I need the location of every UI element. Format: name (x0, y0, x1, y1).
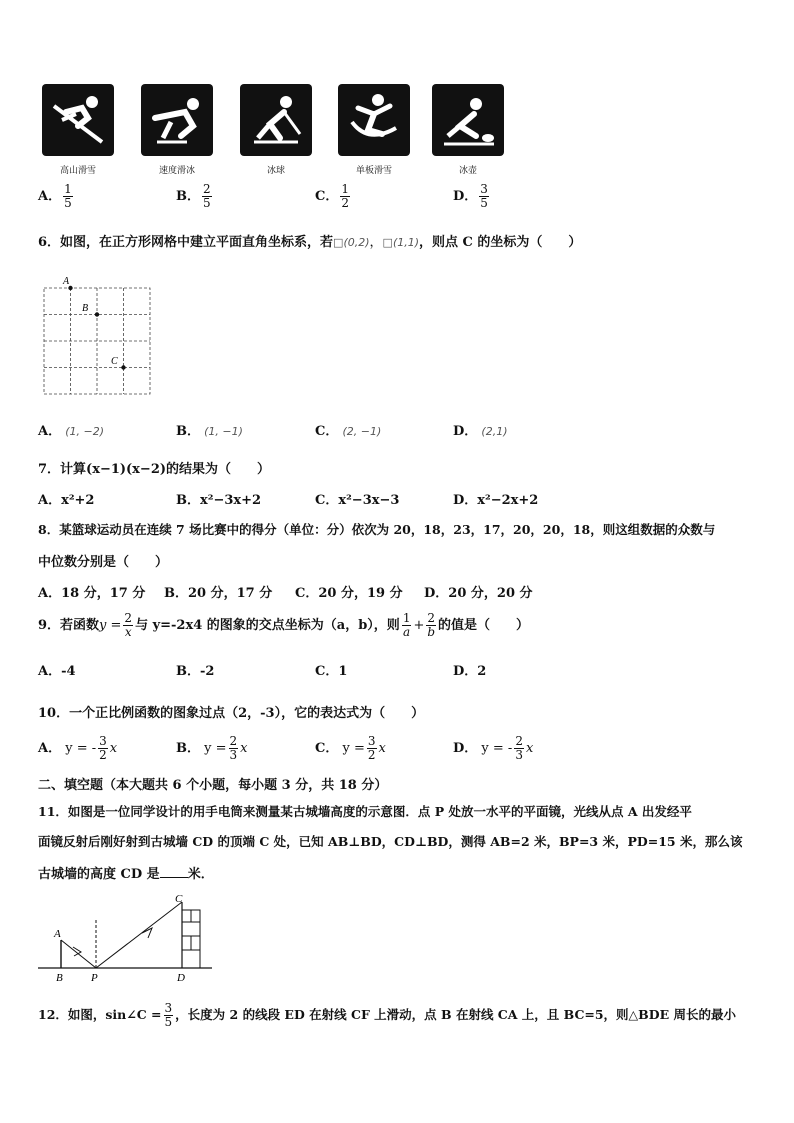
fig-label-c: C (175, 893, 183, 905)
q7-stem: 7．计算(x−1)(x−2)的结果为（ ） (38, 462, 271, 477)
label-c: C (111, 356, 118, 367)
q10-option-b: B． y = $\frac{2}{3}$ x (176, 734, 248, 762)
curling-icon (432, 84, 504, 156)
q11-line3: 古城墙的高度 CD 是 米． (38, 867, 214, 882)
ice-hockey-icon (240, 84, 312, 156)
q9-option-a: A．-4 (38, 664, 76, 679)
q9-option-d: D．2 (453, 664, 487, 679)
q8-stem-line2: 中位数分别是（ ） (38, 555, 169, 570)
snowboarding-icon (338, 84, 410, 156)
q11-line1: 11．如图是一位同学设计的用手电筒来测量某古城墙高度的示意图．点 P 处放一水平的平面镜，光线从点 A 出发经平 (38, 804, 692, 819)
fig-label-p: P (91, 972, 98, 984)
sport-label: 速度滑冰 (158, 166, 195, 176)
q9-option-c: C．1 (315, 664, 348, 679)
q8-option-c: C．20 分，19 分 (295, 586, 403, 601)
q6-option-d: D． (2,1) (453, 424, 508, 439)
fig-label-a: A (54, 928, 61, 940)
q7-option-d: D．x²−2x+2 (453, 493, 539, 508)
label-a: A (63, 276, 70, 287)
q7-option-b: B．x²−3x+2 (176, 493, 262, 508)
sport-label: 冰壶 (458, 166, 477, 176)
q6-grid-figure (38, 272, 158, 406)
point-c (121, 365, 125, 369)
section-heading: 二、填空题（本大题共 6 个小题，每小题 3 分，共 18 分） (38, 778, 388, 793)
answer-blank[interactable] (160, 877, 188, 878)
fig-label-b: B (56, 972, 63, 984)
q11-figure (36, 890, 216, 989)
q6-option-c: C． (2, −1) (315, 424, 382, 439)
q10-option-a: A． y = - $\frac{3}{2}$ x (38, 734, 118, 762)
alpine-skiing-icon (42, 84, 114, 156)
q7-option-c: C．x²−3x−3 (315, 493, 400, 508)
q12-stem: 12．如图，sin∠C = $\frac{3}{5}$ ，长度为 2 的线段 ED 在射线 CF 上滑动，点 B 在射线 CA 上，且 BC=5，则△BDE 周长的最小 (38, 1001, 736, 1029)
q8-option-a: A．18 分，17 分 (38, 586, 146, 601)
q10-option-c: C． y = $\frac{3}{2}$ x (315, 734, 386, 762)
label-b: B (82, 303, 89, 314)
speed-skating-icon (141, 84, 213, 156)
q5-option-a: A． $\frac{1}{5}$ (38, 182, 72, 210)
q7-option-a: A．x²+2 (38, 493, 95, 508)
q6-option-b: B． (1, −1) (176, 424, 243, 439)
q5-option-c: C． $\frac{1}{2}$ (315, 182, 349, 210)
point-b (95, 312, 99, 316)
q5-option-b: B． $\frac{2}{5}$ (176, 182, 211, 210)
q8-stem-line1: 8．某篮球运动员在连续 7 场比赛中的得分（单位：分）依次为 20，18，23，17，20，20，18，则这组数据的众数与 (38, 522, 716, 537)
q6-option-a: A． (1, −2) (38, 424, 105, 439)
q10-stem: 10．一个正比例函数的图象过点（2，-3），它的表达式为（ ） (38, 706, 425, 721)
q9-option-b: B．-2 (176, 664, 215, 679)
sport-label: 高山滑雪 (59, 166, 96, 176)
sport-label: 单板滑雪 (355, 166, 392, 176)
fig-label-d: D (177, 972, 185, 984)
q9-stem: 9．若函数y = $\frac{2}{x}$ 与 y=-2x4 的图象的交点坐标为（a，b），则 $\frac{1}{a}$ + $\frac{2}{b}$ 的值是（ ） (38, 611, 530, 639)
sport-label: 冰球 (266, 166, 285, 176)
q10-option-d: D． y = - $\frac{2}{3}$ x (453, 734, 534, 762)
q8-option-b: B．20 分，17 分 (164, 586, 273, 601)
q6-stem: 6．如图，在正方形网格中建立平面直角坐标系，若□(0,2)，□(1,1)，则点 C 的坐标为（ ） (38, 235, 582, 250)
q11-line2: 面镜反射后刚好射到古城墙 CD 的顶端 C 处，已知 AB⊥BD，CD⊥BD，测得 AB=2 米，BP=3 米，PD=15 米，那么该 (38, 834, 743, 849)
q8-option-d: D．20 分，20 分 (424, 586, 533, 601)
q5-option-d: D． $\frac{3}{5}$ (453, 182, 488, 210)
